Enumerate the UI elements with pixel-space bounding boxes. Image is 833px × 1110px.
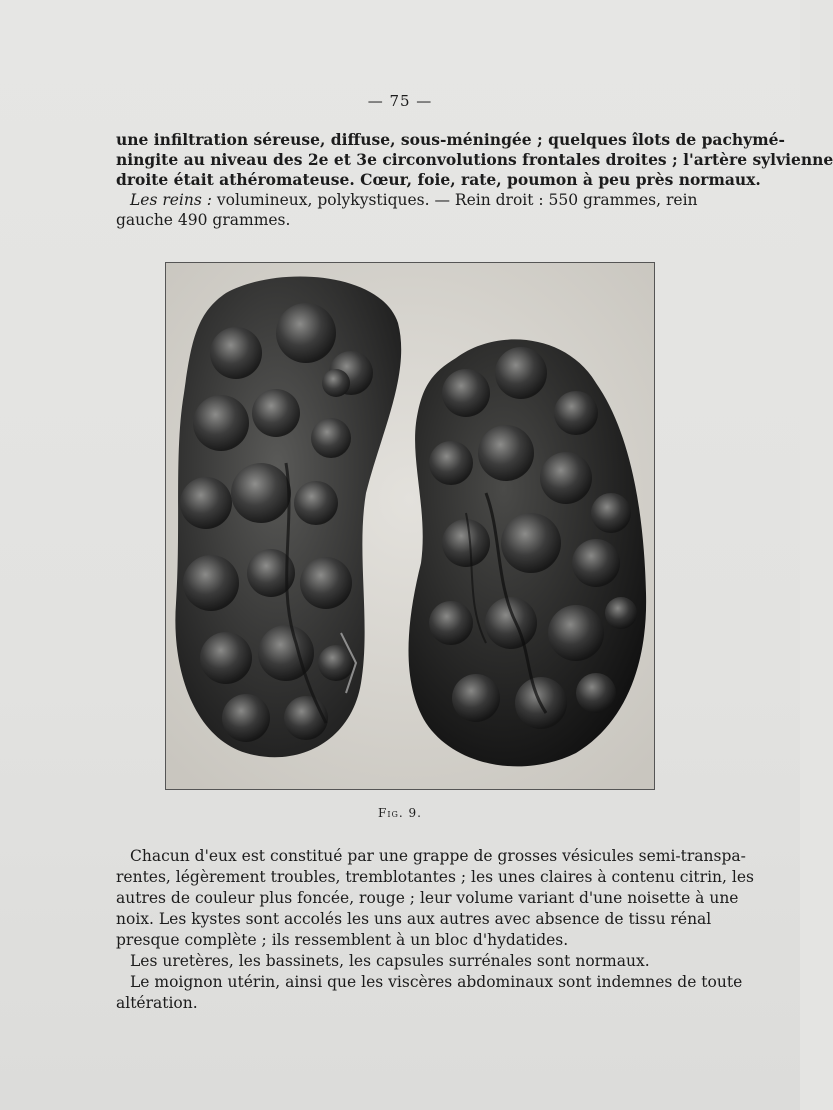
text-line: autres de couleur plus foncée, rouge ; leur volume variant d'une noisette à une	[116, 889, 739, 907]
text-fragment: volumineux, polykystiques. — Rein droit : 550 grammes, rein	[211, 191, 698, 209]
text-line: Le moignon utérin, ainsi que les viscères abdominaux sont indemnes de toute	[130, 973, 743, 991]
text-line: une infiltration séreuse, diffuse, sous-méningée ; quelques îlots de pachymé-	[116, 130, 785, 149]
kidney-illustration	[166, 263, 654, 789]
kidney-photograph	[165, 262, 655, 790]
text-line: noix. Les kystes sont accolés les uns aux autres avec absence de tissu rénal	[116, 910, 712, 928]
bottom-paragraphs	[116, 846, 754, 1014]
section-label: Les reins :	[130, 191, 212, 209]
text-line: Les uretères, les bassinets, les capsules surrénales sont normaux.	[130, 952, 650, 970]
text-line	[116, 190, 698, 210]
text-line: ningite au niveau des 2e et 3e circonvolutions frontales droites ; l'artère sylvienne	[116, 150, 833, 169]
text-line: altération.	[116, 994, 198, 1012]
text-line: gauche 490 grammes.	[116, 211, 291, 229]
top-paragraph	[116, 130, 833, 230]
text-line: Chacun d'eux est constitué par une grappe de grosses vésicules semi-transpa-	[130, 847, 746, 865]
figure-caption: Fig. 9.	[378, 806, 422, 820]
text-line: rentes, légèrement troubles, tremblotantes ; les unes claires à contenu citrin, les	[116, 868, 754, 886]
text-line: droite était athéromateuse. Cœur, foie, rate, poumon à peu près normaux.	[116, 170, 761, 189]
text-line: presque complète ; ils ressemblent à un bloc d'hydatides.	[116, 931, 569, 949]
page-number: — 75 —	[367, 92, 433, 110]
